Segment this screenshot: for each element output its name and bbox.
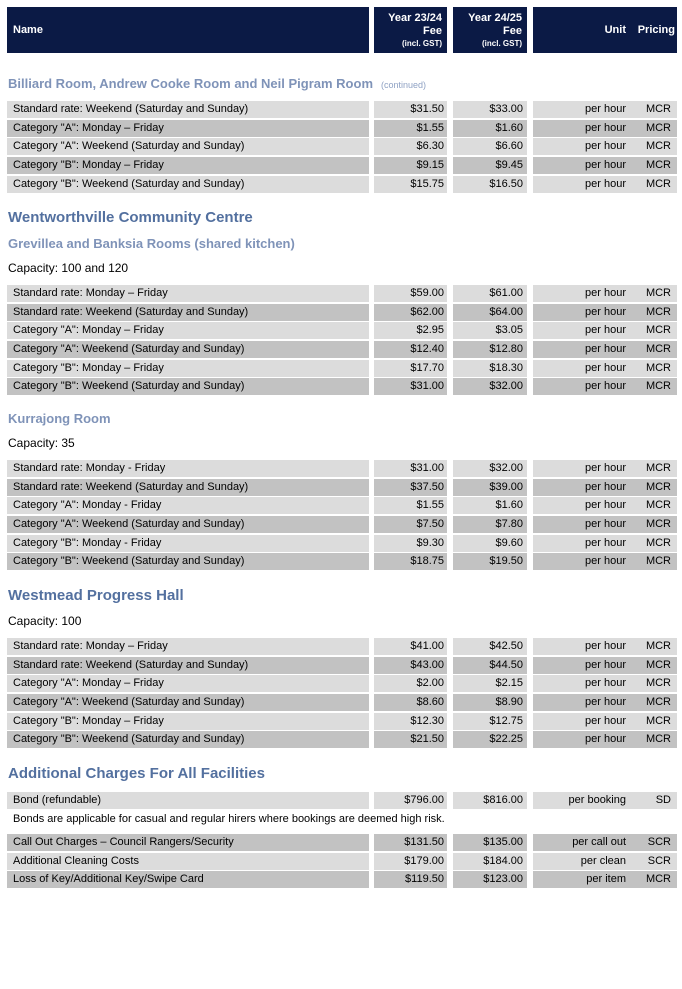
row-pricing: MCR	[631, 553, 677, 570]
row-fee-2425: $184.00	[453, 853, 527, 870]
row-unit: per hour	[533, 157, 631, 174]
row-pricing: MCR	[631, 378, 677, 395]
row-fee-2324: $1.55	[374, 497, 447, 514]
row-unit: per hour	[533, 322, 631, 339]
row-fee-2324: $9.15	[374, 157, 447, 174]
row-unit: per hour	[533, 285, 631, 302]
row-fee-2425: $9.60	[453, 535, 527, 552]
row-fee-2324: $12.40	[374, 341, 447, 358]
row-fee-2324: $31.50	[374, 101, 447, 118]
row-fee-2425: $1.60	[453, 120, 527, 137]
row-fee-2324: $2.95	[374, 322, 447, 339]
kurrajong-table	[7, 459, 677, 571]
row-pricing: MCR	[631, 516, 677, 533]
row-pricing: MCR	[631, 322, 677, 339]
table-row	[7, 359, 677, 378]
row-name: Category "B": Monday – Friday	[7, 360, 369, 377]
header-year-2425	[453, 7, 527, 53]
table-row	[7, 552, 677, 571]
row-fee-2324: $2.00	[374, 675, 447, 692]
bond-note: Bonds are applicable for casual and regular hirers where bookings are deemed high risk.	[7, 810, 677, 830]
row-unit: per item	[533, 871, 631, 888]
billiard-room-heading	[8, 76, 426, 91]
row-unit: per hour	[533, 341, 631, 358]
row-unit: per hour	[533, 101, 631, 118]
row-name: Category "A": Weekend (Saturday and Sunday)	[7, 341, 369, 358]
row-unit: per hour	[533, 731, 631, 748]
row-fee-2324: $31.00	[374, 378, 447, 395]
row-unit: per hour	[533, 378, 631, 395]
header-year1-label: Year 23/24	[388, 11, 442, 24]
row-name: Category "B": Weekend (Saturday and Sunday)	[7, 731, 369, 748]
row-pricing: SD	[631, 792, 677, 809]
row-fee-2425: $8.90	[453, 694, 527, 711]
row-fee-2425: $18.30	[453, 360, 527, 377]
row-name: Standard rate: Weekend (Saturday and Sunday)	[7, 479, 369, 496]
row-unit: per hour	[533, 360, 631, 377]
row-fee-2324: $119.50	[374, 871, 447, 888]
row-fee-2324: $6.30	[374, 138, 447, 155]
row-pricing: MCR	[631, 285, 677, 302]
header-year2-label: Year 24/25	[468, 11, 522, 24]
row-pricing: SCR	[631, 834, 677, 851]
header-unit: Unit	[533, 7, 631, 53]
row-pricing: SCR	[631, 853, 677, 870]
row-unit: per hour	[533, 497, 631, 514]
row-name: Category "A": Weekend (Saturday and Sunday)	[7, 694, 369, 711]
row-fee-2324: $17.70	[374, 360, 447, 377]
billiard-room-table	[7, 100, 677, 193]
table-row	[7, 478, 677, 497]
row-unit: per hour	[533, 304, 631, 321]
row-pricing: MCR	[631, 460, 677, 477]
bond-table	[7, 791, 677, 830]
row-name: Standard rate: Weekend (Saturday and Sunday)	[7, 101, 369, 118]
row-fee-2425: $16.50	[453, 176, 527, 193]
row-name: Bond (refundable)	[7, 792, 369, 809]
row-fee-2425: $12.80	[453, 341, 527, 358]
row-unit: per hour	[533, 120, 631, 137]
table-row	[7, 693, 677, 712]
row-fee-2324: $12.30	[374, 713, 447, 730]
row-pricing: MCR	[631, 675, 677, 692]
row-pricing: MCR	[631, 638, 677, 655]
row-unit: per call out	[533, 834, 631, 851]
row-fee-2324: $31.00	[374, 460, 447, 477]
row-unit: per hour	[533, 479, 631, 496]
wentworthville-capacity: Capacity: 100 and 120	[8, 261, 129, 275]
row-fee-2425: $12.75	[453, 713, 527, 730]
row-fee-2425: $33.00	[453, 101, 527, 118]
header-year-2324	[374, 7, 447, 53]
row-fee-2425: $135.00	[453, 834, 527, 851]
row-fee-2324: $796.00	[374, 792, 447, 809]
row-pricing: MCR	[631, 713, 677, 730]
row-name: Category "B": Weekend (Saturday and Sunday)	[7, 176, 369, 193]
row-fee-2324: $1.55	[374, 120, 447, 137]
table-row	[7, 534, 677, 553]
header-name: Name	[7, 7, 369, 53]
table-row	[7, 852, 677, 871]
row-fee-2425: $61.00	[453, 285, 527, 302]
continued-label: (continued)	[381, 80, 427, 90]
header-year2-gst: (incl. GST)	[482, 38, 522, 48]
row-fee-2425: $9.45	[453, 157, 527, 174]
table-row	[7, 730, 677, 749]
row-name: Category "A": Weekend (Saturday and Sunday)	[7, 516, 369, 533]
row-unit: per hour	[533, 657, 631, 674]
row-fee-2425: $816.00	[453, 792, 527, 809]
row-pricing: MCR	[631, 138, 677, 155]
row-fee-2425: $32.00	[453, 378, 527, 395]
grevillea-banksia-heading: Grevillea and Banksia Rooms (shared kitchen)	[8, 236, 295, 251]
row-unit: per hour	[533, 535, 631, 552]
table-row	[7, 833, 677, 852]
row-unit: per hour	[533, 138, 631, 155]
row-unit: per clean	[533, 853, 631, 870]
row-fee-2324: $7.50	[374, 516, 447, 533]
table-row	[7, 175, 677, 194]
table-row	[7, 674, 677, 693]
kurrajong-heading: Kurrajong Room	[8, 411, 111, 426]
row-fee-2425: $6.60	[453, 138, 527, 155]
table-row	[7, 377, 677, 396]
row-name: Standard rate: Weekend (Saturday and Sunday)	[7, 304, 369, 321]
table-row	[7, 656, 677, 675]
westmead-capacity: Capacity: 100	[8, 614, 82, 628]
row-fee-2425: $32.00	[453, 460, 527, 477]
row-name: Standard rate: Monday – Friday	[7, 285, 369, 302]
row-fee-2425: $44.50	[453, 657, 527, 674]
table-row	[7, 637, 677, 656]
row-fee-2324: $59.00	[374, 285, 447, 302]
row-fee-2425: $7.80	[453, 516, 527, 533]
row-fee-2425: $19.50	[453, 553, 527, 570]
row-name: Category "A": Monday – Friday	[7, 675, 369, 692]
row-name: Standard rate: Monday – Friday	[7, 638, 369, 655]
row-unit: per hour	[533, 675, 631, 692]
row-fee-2324: $62.00	[374, 304, 447, 321]
wentworthville-heading: Wentworthville Community Centre	[8, 209, 253, 226]
row-fee-2324: $21.50	[374, 731, 447, 748]
table-row	[7, 340, 677, 359]
table-row	[7, 137, 677, 156]
header-year1-fee: Fee	[423, 24, 442, 37]
table-row	[7, 284, 677, 303]
row-pricing: MCR	[631, 479, 677, 496]
row-name: Category "A": Monday – Friday	[7, 322, 369, 339]
row-fee-2425: $123.00	[453, 871, 527, 888]
row-pricing: MCR	[631, 871, 677, 888]
row-fee-2425: $22.25	[453, 731, 527, 748]
row-unit: per hour	[533, 713, 631, 730]
table-row	[7, 459, 677, 478]
row-name: Category "A": Monday - Friday	[7, 497, 369, 514]
row-unit: per hour	[533, 638, 631, 655]
additional-charges-heading: Additional Charges For All Facilities	[8, 765, 265, 782]
row-fee-2324: $131.50	[374, 834, 447, 851]
table-row	[7, 712, 677, 731]
row-name: Category "B": Monday – Friday	[7, 713, 369, 730]
row-pricing: MCR	[631, 535, 677, 552]
row-unit: per hour	[533, 516, 631, 533]
row-fee-2324: $8.60	[374, 694, 447, 711]
row-name: Call Out Charges – Council Rangers/Security	[7, 834, 369, 851]
row-pricing: MCR	[631, 157, 677, 174]
row-pricing: MCR	[631, 120, 677, 137]
bond-note-row	[7, 810, 677, 830]
header-pricing: Pricing	[631, 7, 677, 53]
row-fee-2425: $1.60	[453, 497, 527, 514]
row-unit: per hour	[533, 553, 631, 570]
row-name: Standard rate: Weekend (Saturday and Sunday)	[7, 657, 369, 674]
row-unit: per hour	[533, 460, 631, 477]
row-fee-2324: $9.30	[374, 535, 447, 552]
row-name: Standard rate: Monday - Friday	[7, 460, 369, 477]
row-pricing: MCR	[631, 304, 677, 321]
header-year1-gst: (incl. GST)	[402, 38, 442, 48]
row-unit: per hour	[533, 694, 631, 711]
table-row	[7, 156, 677, 175]
additional-charges-table	[7, 833, 677, 889]
row-fee-2324: $18.75	[374, 553, 447, 570]
row-fee-2324: $43.00	[374, 657, 447, 674]
row-name: Category "B": Monday – Friday	[7, 157, 369, 174]
table-row	[7, 303, 677, 322]
row-pricing: MCR	[631, 694, 677, 711]
table-row	[7, 496, 677, 515]
row-name: Loss of Key/Additional Key/Swipe Card	[7, 871, 369, 888]
row-fee-2324: $37.50	[374, 479, 447, 496]
row-fee-2324: $15.75	[374, 176, 447, 193]
table-row	[7, 870, 677, 889]
table-row	[7, 321, 677, 340]
table-row	[7, 791, 677, 810]
kurrajong-capacity: Capacity: 35	[8, 436, 75, 450]
billiard-room-title: Billiard Room, Andrew Cooke Room and Neil Pigram Room	[8, 76, 374, 91]
row-pricing: MCR	[631, 731, 677, 748]
row-fee-2425: $39.00	[453, 479, 527, 496]
row-pricing: MCR	[631, 101, 677, 118]
table-row	[7, 515, 677, 534]
fee-table-header	[7, 7, 677, 53]
westmead-table	[7, 637, 677, 749]
row-unit: per hour	[533, 176, 631, 193]
row-pricing: MCR	[631, 176, 677, 193]
row-fee-2324: $41.00	[374, 638, 447, 655]
row-name: Category "B": Weekend (Saturday and Sunday)	[7, 378, 369, 395]
row-fee-2425: $2.15	[453, 675, 527, 692]
row-name: Category "B": Weekend (Saturday and Sunday)	[7, 553, 369, 570]
row-fee-2425: $42.50	[453, 638, 527, 655]
row-pricing: MCR	[631, 360, 677, 377]
row-pricing: MCR	[631, 497, 677, 514]
header-year2-fee: Fee	[503, 24, 522, 37]
row-fee-2324: $179.00	[374, 853, 447, 870]
row-pricing: MCR	[631, 657, 677, 674]
row-unit: per booking	[533, 792, 631, 809]
row-name: Category "A": Monday – Friday	[7, 120, 369, 137]
wentworthville-table	[7, 284, 677, 396]
row-name: Category "B": Monday - Friday	[7, 535, 369, 552]
row-pricing: MCR	[631, 341, 677, 358]
table-row	[7, 119, 677, 138]
row-name: Additional Cleaning Costs	[7, 853, 369, 870]
westmead-heading: Westmead Progress Hall	[8, 587, 184, 604]
row-fee-2425: $64.00	[453, 304, 527, 321]
row-fee-2425: $3.05	[453, 322, 527, 339]
row-name: Category "A": Weekend (Saturday and Sunday)	[7, 138, 369, 155]
table-row	[7, 100, 677, 119]
